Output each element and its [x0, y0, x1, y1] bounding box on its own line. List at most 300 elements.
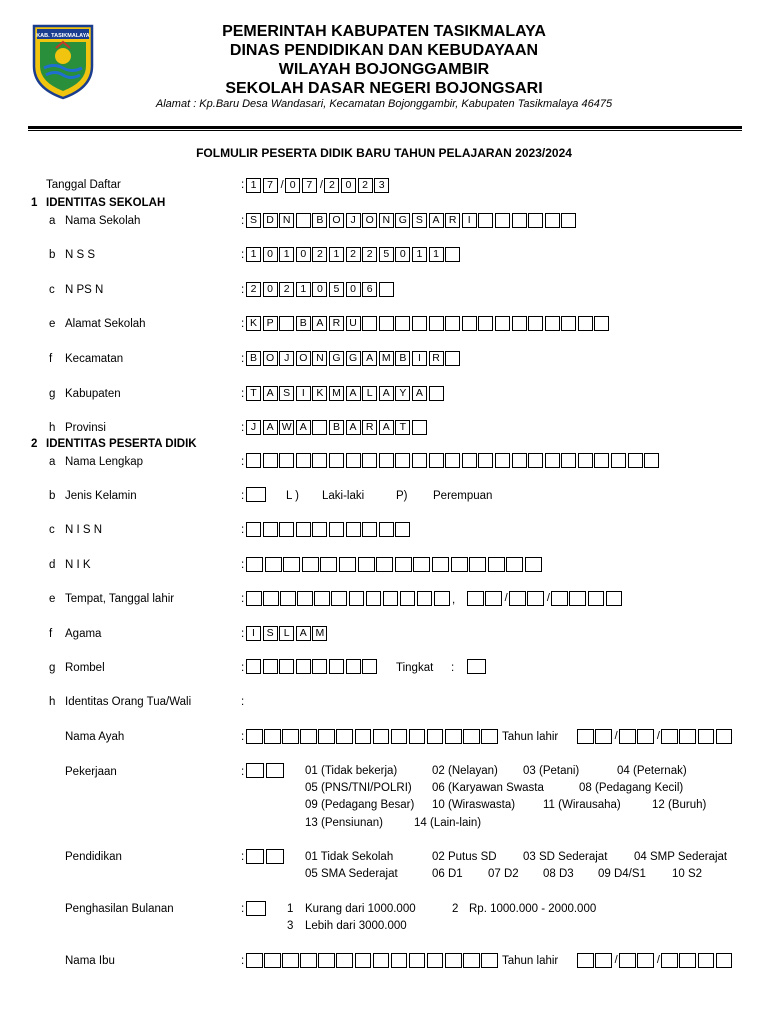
char-box[interactable]: R [429, 351, 444, 366]
regency-boxes[interactable] [246, 386, 445, 401]
char-box[interactable] [512, 316, 527, 331]
char-box[interactable] [395, 557, 412, 572]
char-box[interactable] [383, 591, 399, 606]
char-box[interactable] [329, 659, 344, 674]
char-box[interactable] [320, 557, 337, 572]
char-box[interactable] [246, 901, 266, 916]
char-box[interactable] [429, 316, 444, 331]
char-box[interactable] [266, 763, 284, 778]
char-box[interactable]: A [362, 351, 377, 366]
nss-boxes[interactable] [246, 247, 462, 262]
char-box[interactable]: K [246, 316, 261, 331]
char-box[interactable] [577, 953, 594, 968]
char-box[interactable]: B [329, 420, 344, 435]
registration-date-boxes[interactable] [246, 178, 391, 193]
char-box[interactable] [429, 386, 444, 401]
char-box[interactable] [679, 729, 696, 744]
char-box[interactable] [595, 729, 612, 744]
char-box[interactable]: 2 [312, 247, 327, 262]
char-box[interactable] [279, 659, 294, 674]
occupation-boxes[interactable] [246, 763, 285, 778]
char-box[interactable] [349, 591, 365, 606]
char-box[interactable]: A [429, 213, 444, 228]
char-box[interactable] [246, 453, 261, 468]
char-box[interactable]: M [379, 351, 394, 366]
char-box[interactable]: 1 [279, 247, 294, 262]
father-name-label: Nama Ayah [65, 731, 125, 743]
school-address-boxes[interactable] [246, 316, 611, 331]
char-box[interactable]: O [263, 351, 278, 366]
income-label: Penghasilan Bulanan [65, 903, 174, 915]
char-box[interactable] [246, 487, 266, 502]
char-box[interactable] [467, 591, 484, 606]
char-box[interactable] [545, 316, 560, 331]
char-box[interactable]: G [395, 213, 410, 228]
header-department: DINAS PENDIDIKAN DAN KEBUDAYAAN [229, 42, 539, 59]
char-box[interactable]: 1 [429, 247, 444, 262]
char-box[interactable] [451, 557, 468, 572]
char-box[interactable]: S [263, 626, 278, 641]
birth-place-date-letter: e [49, 593, 56, 605]
char-box[interactable] [264, 953, 281, 968]
char-box[interactable]: L [362, 386, 377, 401]
char-box[interactable] [528, 316, 543, 331]
char-box[interactable]: T [395, 420, 410, 435]
occupation-option: 11 (Wirausaha) [543, 799, 621, 811]
char-box[interactable] [300, 953, 317, 968]
gender-male-code: L ) [286, 490, 299, 502]
class-group-label: Rombel [65, 662, 105, 674]
education-option: 06 D1 [432, 868, 463, 880]
income-option: Kurang dari 1000.000 [305, 903, 416, 915]
char-box[interactable] [445, 351, 460, 366]
father-name-boxes[interactable] [246, 729, 499, 744]
char-box[interactable] [282, 953, 299, 968]
char-box[interactable]: 0 [341, 178, 356, 193]
char-box[interactable] [265, 557, 282, 572]
char-box[interactable]: A [346, 420, 361, 435]
char-box[interactable]: 0 [263, 282, 278, 297]
char-box[interactable] [362, 316, 377, 331]
char-box[interactable] [527, 591, 544, 606]
province-boxes[interactable] [246, 420, 429, 435]
char-box[interactable]: 3 [374, 178, 389, 193]
char-box[interactable] [279, 522, 294, 537]
char-box[interactable] [302, 557, 319, 572]
char-box[interactable] [594, 316, 609, 331]
char-box[interactable] [577, 729, 594, 744]
char-box[interactable] [412, 316, 427, 331]
occupation-label: Pekerjaan [65, 766, 117, 778]
char-box[interactable] [679, 953, 696, 968]
char-box[interactable] [246, 591, 262, 606]
mother-birth-date-boxes[interactable] [577, 953, 734, 968]
occupation-option: 13 (Pensiunan) [305, 817, 383, 829]
char-box[interactable] [637, 953, 654, 968]
char-box[interactable] [716, 729, 733, 744]
char-box[interactable]: 2 [358, 178, 373, 193]
char-box[interactable] [495, 213, 510, 228]
char-box[interactable] [545, 453, 560, 468]
char-box[interactable] [528, 453, 543, 468]
section-1-number: 1 [31, 197, 38, 209]
char-box[interactable] [611, 453, 626, 468]
char-box[interactable] [545, 213, 560, 228]
income-box[interactable] [246, 901, 268, 916]
char-box[interactable] [412, 420, 427, 435]
header-divider-thin [28, 130, 742, 131]
char-box[interactable] [358, 557, 375, 572]
char-box[interactable] [246, 953, 263, 968]
char-box[interactable] [478, 316, 493, 331]
char-box[interactable] [412, 453, 427, 468]
char-box[interactable] [495, 453, 510, 468]
char-box[interactable]: 2 [279, 282, 294, 297]
char-box[interactable] [279, 453, 294, 468]
char-box[interactable] [481, 953, 498, 968]
char-box[interactable] [661, 729, 678, 744]
char-box[interactable]: L [279, 626, 294, 641]
char-box[interactable]: U [346, 316, 361, 331]
char-box[interactable] [339, 557, 356, 572]
char-box[interactable] [595, 953, 612, 968]
char-box[interactable] [506, 557, 523, 572]
char-box[interactable] [478, 213, 493, 228]
char-box[interactable] [312, 453, 327, 468]
char-box[interactable] [336, 953, 353, 968]
char-box[interactable]: 0 [312, 282, 327, 297]
char-box[interactable] [463, 953, 480, 968]
char-box[interactable]: 1 [329, 247, 344, 262]
char-box[interactable] [434, 591, 450, 606]
char-box[interactable] [296, 659, 311, 674]
char-box[interactable]: 1 [412, 247, 427, 262]
char-box[interactable] [432, 557, 449, 572]
gender-female-label: Perempuan [433, 490, 493, 502]
regency-label: Kabupaten [65, 388, 121, 400]
char-box[interactable] [716, 953, 733, 968]
char-box[interactable] [578, 453, 593, 468]
char-box[interactable] [280, 591, 296, 606]
char-box[interactable]: A [379, 420, 394, 435]
char-box[interactable]: B [246, 351, 261, 366]
char-box[interactable] [379, 316, 394, 331]
char-box[interactable]: J [279, 351, 294, 366]
char-box[interactable] [246, 729, 263, 744]
header-region: WILAYAH BOJONGGAMBIR [278, 61, 490, 78]
char-box[interactable] [462, 453, 477, 468]
char-box[interactable] [282, 729, 299, 744]
char-box[interactable]: A [263, 420, 278, 435]
birth-date-boxes[interactable] [467, 591, 624, 606]
char-box[interactable] [445, 953, 462, 968]
char-box[interactable] [485, 591, 502, 606]
char-box[interactable] [661, 953, 678, 968]
char-box[interactable] [376, 557, 393, 572]
char-box[interactable] [509, 591, 526, 606]
char-box[interactable]: 0 [285, 178, 300, 193]
char-box[interactable] [362, 659, 377, 674]
npsn-boxes[interactable] [246, 282, 395, 297]
char-box[interactable] [569, 591, 586, 606]
education-option: 10 S2 [672, 868, 703, 880]
char-box[interactable] [266, 849, 284, 864]
char-box[interactable] [488, 557, 505, 572]
char-box[interactable]: 7 [263, 178, 278, 193]
char-box[interactable]: 0 [296, 247, 311, 262]
char-box[interactable] [628, 453, 643, 468]
char-box[interactable] [366, 591, 382, 606]
char-box[interactable]: I [462, 213, 477, 228]
char-box[interactable]: O [329, 213, 344, 228]
char-box[interactable] [467, 659, 486, 674]
char-box[interactable]: 1 [246, 178, 261, 193]
char-box[interactable] [391, 729, 408, 744]
char-box[interactable]: 6 [362, 282, 377, 297]
char-box[interactable] [528, 213, 543, 228]
district-boxes[interactable] [246, 351, 462, 366]
gender-male-label: Laki-laki [322, 490, 365, 502]
npsn-letter: c [49, 284, 55, 296]
char-box[interactable]: B [395, 351, 410, 366]
char-box[interactable] [427, 953, 444, 968]
char-box[interactable] [296, 453, 311, 468]
char-box[interactable]: 2 [346, 247, 361, 262]
char-box[interactable] [246, 763, 264, 778]
char-box[interactable] [619, 953, 636, 968]
char-box[interactable] [297, 591, 313, 606]
char-box[interactable]: S [412, 213, 427, 228]
birth-comma: , [452, 594, 456, 606]
grade-label: Tingkat [396, 662, 434, 674]
char-box[interactable] [395, 316, 410, 331]
char-box[interactable]: I [412, 351, 427, 366]
char-box[interactable]: G [346, 351, 361, 366]
class-group-letter: g [49, 662, 56, 674]
char-box[interactable] [263, 591, 279, 606]
char-box[interactable] [512, 453, 527, 468]
char-box[interactable] [578, 316, 593, 331]
char-box[interactable]: 0 [346, 282, 361, 297]
occupation-option: 03 (Petani) [523, 765, 580, 777]
char-box[interactable] [469, 557, 486, 572]
occupation-option: 08 (Pedagang Kecil) [579, 782, 684, 794]
char-box[interactable] [246, 557, 263, 572]
education-option: 08 D3 [543, 868, 574, 880]
char-box[interactable] [606, 591, 623, 606]
char-box[interactable] [561, 316, 576, 331]
char-box[interactable] [331, 591, 347, 606]
char-box[interactable] [346, 659, 361, 674]
char-box[interactable]: 2 [324, 178, 339, 193]
char-box[interactable] [314, 591, 330, 606]
char-box[interactable]: P [263, 316, 278, 331]
char-box[interactable]: K [312, 386, 327, 401]
section-1-title: IDENTITAS SEKOLAH [46, 197, 166, 209]
char-box[interactable] [588, 591, 605, 606]
char-box[interactable]: S [246, 213, 261, 228]
char-box[interactable] [279, 316, 294, 331]
char-box[interactable] [246, 659, 261, 674]
char-box[interactable] [296, 522, 311, 537]
char-box[interactable] [263, 522, 278, 537]
char-box[interactable] [336, 729, 353, 744]
char-box[interactable] [300, 729, 317, 744]
char-box[interactable] [481, 729, 498, 744]
char-box[interactable] [427, 729, 444, 744]
char-box[interactable] [495, 316, 510, 331]
char-box[interactable] [373, 953, 390, 968]
char-box[interactable]: A [412, 386, 427, 401]
char-box[interactable]: O [296, 351, 311, 366]
char-box[interactable]: I [296, 386, 311, 401]
char-box[interactable] [362, 522, 377, 537]
religion-boxes[interactable] [246, 626, 329, 641]
char-box[interactable] [429, 453, 444, 468]
char-box[interactable] [346, 522, 361, 537]
char-box[interactable] [312, 420, 327, 435]
char-box[interactable] [264, 729, 281, 744]
char-box[interactable]: A [296, 420, 311, 435]
char-box[interactable] [698, 953, 715, 968]
char-box[interactable]: O [362, 213, 377, 228]
char-box[interactable] [379, 522, 394, 537]
char-box[interactable]: Y [395, 386, 410, 401]
char-box[interactable]: B [296, 316, 311, 331]
char-box[interactable]: 0 [263, 247, 278, 262]
char-box[interactable] [463, 729, 480, 744]
char-box[interactable]: A [379, 386, 394, 401]
school-name-boxes[interactable] [246, 213, 578, 228]
char-box[interactable]: T [246, 386, 261, 401]
char-box[interactable] [312, 659, 327, 674]
char-box[interactable] [263, 659, 278, 674]
char-box[interactable] [413, 557, 430, 572]
income-option: Lebih dari 3000.000 [305, 920, 407, 932]
char-box[interactable]: D [263, 213, 278, 228]
grade-box[interactable] [467, 659, 488, 674]
char-box[interactable] [246, 849, 264, 864]
char-box[interactable] [318, 953, 335, 968]
char-box[interactable]: A [312, 316, 327, 331]
char-box[interactable] [561, 213, 576, 228]
nisn-boxes[interactable] [246, 522, 412, 537]
char-box[interactable]: I [246, 626, 261, 641]
char-box[interactable] [445, 316, 460, 331]
char-box[interactable]: N [279, 213, 294, 228]
char-box[interactable] [296, 213, 311, 228]
char-box[interactable] [525, 557, 542, 572]
char-box[interactable] [698, 729, 715, 744]
char-box[interactable] [395, 522, 410, 537]
char-box[interactable] [409, 729, 426, 744]
birth-place-boxes[interactable] [246, 591, 451, 606]
char-box[interactable]: G [329, 351, 344, 366]
father-birth-date-boxes[interactable] [577, 729, 734, 744]
full-name-boxes[interactable] [246, 453, 661, 468]
char-box[interactable] [355, 953, 372, 968]
education-option: 01 Tidak Sekolah [305, 851, 394, 863]
nik-boxes[interactable] [246, 557, 544, 572]
char-box[interactable]: 2 [246, 282, 261, 297]
char-box[interactable]: R [329, 316, 344, 331]
char-box[interactable] [379, 453, 394, 468]
char-box[interactable]: A [296, 626, 311, 641]
char-box[interactable] [445, 247, 460, 262]
section-2-title: IDENTITAS PESERTA DIDIK [46, 438, 197, 450]
char-box[interactable] [395, 453, 410, 468]
gender-female-code: P) [396, 490, 408, 502]
char-box[interactable]: W [279, 420, 294, 435]
char-box[interactable] [512, 213, 527, 228]
char-box[interactable]: R [445, 213, 460, 228]
occupation-option: 12 (Buruh) [652, 799, 707, 811]
char-box[interactable] [283, 557, 300, 572]
char-box[interactable]: 2 [362, 247, 377, 262]
char-box[interactable]: J [346, 213, 361, 228]
char-box[interactable] [362, 453, 377, 468]
char-box[interactable] [462, 316, 477, 331]
char-box[interactable] [594, 453, 609, 468]
char-box[interactable] [561, 453, 576, 468]
char-box[interactable]: 5 [329, 282, 344, 297]
char-box[interactable] [329, 453, 344, 468]
char-box[interactable] [445, 729, 462, 744]
char-box[interactable]: S [279, 386, 294, 401]
char-box[interactable] [445, 453, 460, 468]
char-box[interactable] [263, 453, 278, 468]
char-box[interactable]: J [246, 420, 261, 435]
char-box[interactable] [619, 729, 636, 744]
char-box[interactable]: M [329, 386, 344, 401]
char-box[interactable]: B [312, 213, 327, 228]
char-box[interactable] [355, 729, 372, 744]
char-box[interactable] [478, 453, 493, 468]
char-box[interactable]: 5 [379, 247, 394, 262]
char-box[interactable] [400, 591, 416, 606]
char-box[interactable] [373, 729, 390, 744]
mother-name-boxes[interactable] [246, 953, 499, 968]
char-box[interactable] [379, 282, 394, 297]
class-group-boxes[interactable] [246, 659, 379, 674]
char-box[interactable]: M [312, 626, 327, 641]
char-box[interactable]: R [362, 420, 377, 435]
char-box[interactable] [409, 953, 426, 968]
education-boxes[interactable] [246, 849, 285, 864]
parents-label: Identitas Orang Tua/Wali [65, 696, 192, 708]
char-box[interactable]: 1 [246, 247, 261, 262]
char-box[interactable]: A [263, 386, 278, 401]
char-box[interactable] [346, 453, 361, 468]
char-box[interactable] [551, 591, 568, 606]
char-box[interactable]: N [312, 351, 327, 366]
char-box[interactable] [417, 591, 433, 606]
char-box[interactable] [246, 522, 261, 537]
char-box[interactable] [312, 522, 327, 537]
char-box[interactable]: 0 [395, 247, 410, 262]
nss-letter: b [49, 249, 56, 261]
char-box[interactable] [644, 453, 659, 468]
char-box[interactable] [391, 953, 408, 968]
char-box[interactable]: 7 [302, 178, 317, 193]
char-box[interactable] [637, 729, 654, 744]
char-box[interactable]: N [379, 213, 394, 228]
char-box[interactable]: A [346, 386, 361, 401]
gender-box[interactable] [246, 487, 268, 502]
char-box[interactable]: 1 [296, 282, 311, 297]
char-box[interactable] [329, 522, 344, 537]
char-box[interactable] [318, 729, 335, 744]
